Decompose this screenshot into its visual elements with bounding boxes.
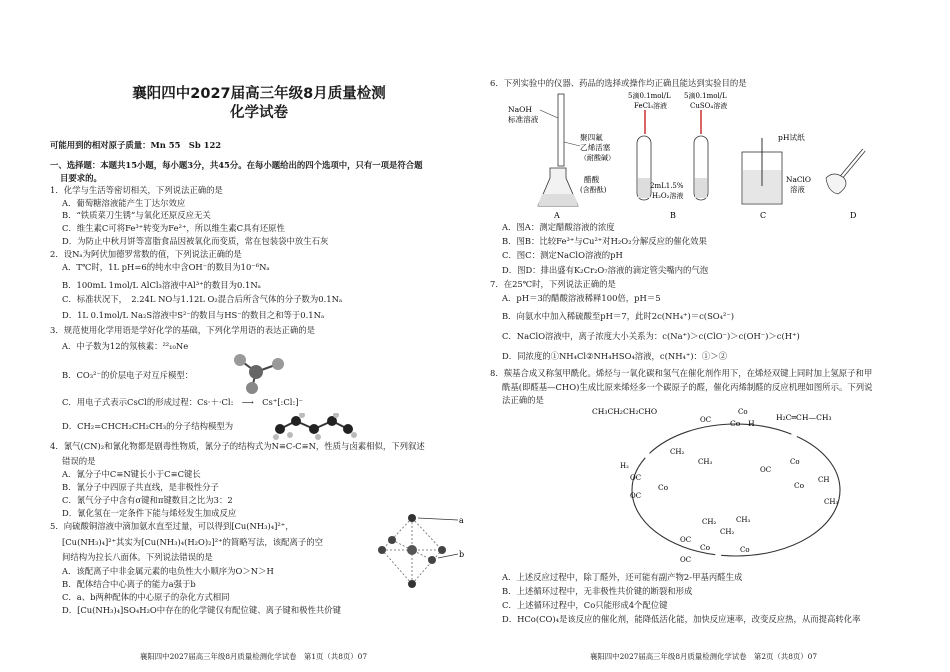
q1-stem: 1．化学与生活等密切相关，下列说法正确的是 <box>50 185 223 195</box>
q2-option-a: A．T℃时，1L pH=6的纯水中含OH⁻的数目为10⁻⁶Nₐ <box>62 262 270 272</box>
svg-text:2mL1.5%: 2mL1.5% <box>650 182 684 190</box>
svg-text:CH₃: CH₃ <box>824 498 839 506</box>
h2-label: H₂ <box>620 462 629 470</box>
svg-text:A: A <box>554 211 560 220</box>
q4-option-d: D．氰化氢在一定条件下能与烯烃发生加成反应 <box>62 508 237 518</box>
q7-option-c: C．NaClO溶液中，离子浓度大小关系为：c(Na⁺)＞c(ClO⁻)＞c(OH⁻)＞c(H⁺) <box>502 331 800 341</box>
svg-text:OC: OC <box>760 466 772 474</box>
svg-text:Co—H: Co—H <box>730 419 755 428</box>
svg-text:Co: Co <box>790 458 800 466</box>
q2-option-d: D．1L 0.1mol/L Na₂S溶液中S²⁻的数目与HS⁻的数目之和等于0.1Nₐ <box>62 310 325 320</box>
svg-text:C: C <box>760 211 767 220</box>
svg-text:CH₃: CH₃ <box>736 516 751 524</box>
q4-option-c: C．氰气分子中含有σ键和π键数目之比为3：2 <box>62 495 233 505</box>
q3-option-a: A．中子数为12的氖核素：²²₁₀Ne <box>62 341 189 351</box>
svg-text:Co: Co <box>658 483 669 492</box>
vsepr-model-image <box>218 352 288 394</box>
svg-text:Co: Co <box>738 408 748 416</box>
q4-stem: 4．氰气(CN)₂和氰化物都是剧毒性物质，氰分子的结构式为N≡C-C≡N，性质与卤素相似，下列叙述 <box>50 441 425 451</box>
q8-stem-cont: 酰基(即醛基—CHO)生成比原来烯烃多一个碳原子的醛，催化丙烯制醛的反应机理如图所示。下列说 <box>502 382 873 392</box>
figure-b <box>628 91 727 220</box>
figure-a <box>508 94 615 220</box>
catalytic-cycle-diagram <box>590 402 880 570</box>
svg-text:OC: OC <box>630 474 642 482</box>
q5-stem-cont2: 间结构为拉长八面体。下列说法错误的是 <box>62 552 213 562</box>
svg-text:Co: Co <box>794 481 805 490</box>
q3-stem: 3．规范使用化学用语是学好化学的基础，下列化学用语的表达正确的是 <box>50 325 315 335</box>
q6-option-d: D．图D：排出盛有K₂Cr₂O₇溶液的滴定管尖嘴内的气泡 <box>502 265 709 275</box>
svg-text:5滴0.1mol/L: 5滴0.1mol/L <box>684 92 727 100</box>
figure-c <box>742 132 811 220</box>
q6-option-c: C．图C：测定NaClO溶液的pH <box>502 250 623 260</box>
q1-option-c: C．维生素C可将Fe³⁺转变为Fe²⁺，所以维生素C具有还原性 <box>62 223 285 233</box>
q8-option-d: D．HCo(CO)₄是该反应的催化剂，能降低活化能，加快反应速率，改变反应热，从而提高转化率 <box>502 614 861 624</box>
product-aldehyde: CH₃CH₂CH₂CHO <box>592 407 658 416</box>
label-b: b <box>459 550 465 559</box>
q7-option-d: D．同浓度的①NH₄Cl②NH₄HSO₄溶液，c(NH₄⁺)：①＞② <box>502 351 728 361</box>
svg-text:OC: OC <box>630 492 642 500</box>
svg-text:（耐酸碱）: （耐酸碱） <box>580 154 615 162</box>
q7-option-a: A．pH＝3的醋酸溶液稀释100倍，pH＝5 <box>502 293 661 303</box>
svg-text:D: D <box>850 211 857 220</box>
label-a: a <box>459 516 464 525</box>
svg-text:标准溶液: 标准溶液 <box>508 115 539 124</box>
q8-option-c: C．上述循环过程中，Co只能形成4个配位键 <box>502 600 668 610</box>
svg-text:CH: CH <box>818 476 830 484</box>
q4-option-b: B．氰分子中四原子共直线，是非极性分子 <box>62 482 219 492</box>
svg-text:CH₂: CH₂ <box>670 448 685 456</box>
q2-option-b: B．100mL 1mol/L AlCl₃溶液中Al³⁺的数目为0.1Nₐ <box>62 280 261 290</box>
q6-figures <box>500 90 880 220</box>
svg-text:OC: OC <box>700 416 712 424</box>
q3-option-c: C．用电子式表示CsCl的形成过程：Cs·＋·Cl: ⟶ Cs⁺[:Cl:]⁻ <box>62 397 303 407</box>
footer-right: 襄阳四中2027届高三年级8月质量检测化学试卷 第2页（共8页）07 <box>590 652 818 661</box>
figure-d <box>826 150 864 220</box>
svg-text:CuSO₄溶液: CuSO₄溶液 <box>690 102 728 110</box>
exam-subtitle: 化学试卷 <box>230 105 288 121</box>
svg-text:NaClO: NaClO <box>786 175 811 184</box>
svg-text:5滴0.1mol/L: 5滴0.1mol/L <box>628 92 671 100</box>
q8-option-a: A．上述反应过程中，除丁醛外，还可能有副产物2-甲基丙醛生成 <box>502 572 743 582</box>
q5-stem: 5．向硫酸铜溶液中滴加氨水直至过量，可以得到[Cu(NH₃)₄]²⁺， <box>50 521 294 531</box>
q8-stem-cont2: 法正确的是 <box>502 395 544 405</box>
q1-option-d: D．为防止中秋月饼等富脂食品因被氧化而变质，常在包装袋中放生石灰 <box>62 236 329 246</box>
q4-option-a: A．氰分子中C≡N键长小于C≡C键长 <box>62 469 201 479</box>
reactant-propene: H₂C═CH—CH₃ <box>776 413 832 422</box>
q1-option-a: A．葡萄糖溶液能产生丁达尔效应 <box>62 198 186 208</box>
svg-text:OC: OC <box>680 536 692 544</box>
q2-stem: 2．设Nₐ为阿伏加德罗常数的值，下列说法正确的是 <box>50 249 242 259</box>
svg-text:溶液: 溶液 <box>790 185 805 194</box>
q3-option-b: B．CO₃²⁻的价层电子对互斥模型： <box>62 370 194 380</box>
svg-text:Co: Co <box>700 543 711 552</box>
q5-option-b: B．配体结合中心离子的能力a强于b <box>62 579 196 589</box>
svg-text:H₂O₂溶液: H₂O₂溶液 <box>652 192 684 200</box>
svg-text:CH₃: CH₃ <box>698 458 713 466</box>
section-heading: 一、选择题：本题共15小题，每小题3分，共45分。在每小题给出的四个选项中，只有一项是符合题 <box>50 160 423 170</box>
q2-option-c: C．标准状况下， 2.24L NO与1.12L O₂混合后所含气体的分子数为0.1Nₐ <box>62 294 343 304</box>
atomic-masses: 可能用到的相对原子质量：Mn 55 Sb 122 <box>50 140 222 150</box>
section-heading-cont: 目要求的。 <box>60 173 102 183</box>
q1-option-b: B．“铁质菜刀生锈”与氧化还原反应无关 <box>62 210 211 220</box>
q4-stem-cont: 错误的是 <box>62 456 96 466</box>
svg-text:聚四氟: 聚四氟 <box>580 133 603 142</box>
exam-title: 襄阳四中2027届高三年级8月质量检测 <box>132 86 386 102</box>
q5-option-d: D．[Cu(NH₃)₄]SO₄H₂O中存在的化学键仅有配位键、离子键和极性共价键 <box>62 605 342 615</box>
octahedral-complex-figure <box>362 510 466 592</box>
svg-text:CH₂: CH₂ <box>702 518 717 526</box>
q6-option-b: B．图B：比较Fe³⁺与Cu²⁺对H₂O₂分解反应的催化效果 <box>502 236 707 246</box>
q5-option-a: A．该配离子中非金属元素的电负性大小顺序为O＞N＞H <box>62 566 274 576</box>
q8-option-b: B．上述循环过程中，无非极性共价键的断裂和形成 <box>502 586 693 596</box>
svg-text:CH₂: CH₂ <box>720 528 735 536</box>
q6-option-a: A．图A：测定醋酸溶液的浓度 <box>502 222 615 232</box>
footer-left: 襄阳四中2027届高三年级8月质量检测化学试卷 第1页（共8页）07 <box>140 652 368 661</box>
svg-text:B: B <box>670 211 676 220</box>
q7-option-b: B．向氨水中加入稀硫酸至pH＝7，此时2c(NH₄⁺)＝c(SO₄²⁻) <box>502 311 735 321</box>
svg-text:(含酚酞): (含酚酞) <box>580 186 607 194</box>
q6-stem: 6．下列实验中的仪器、药品的选择或操作均正确且能达到实验目的是 <box>490 78 747 88</box>
molecule-model-image <box>272 413 358 441</box>
q3-option-d: D．CH₂=CHCH₂CH₂CH₃的分子结构模型为 <box>62 421 234 431</box>
svg-text:Co: Co <box>740 546 750 554</box>
q7-stem: 7．在25℃时，下列说法正确的是 <box>490 279 616 289</box>
q5-stem-cont: [Cu(NH₃)₄]²⁺其实为[Cu(NH₃)₄(H₂O)₂]²⁺的简略写法，该配离子的空 <box>62 537 324 547</box>
q8-stem: 8．羰基合成又称氢甲酰化。烯烃与一氧化碳和氢气在催化剂作用下，在烯烃双键上同时加上氢原子和甲 <box>490 368 873 378</box>
svg-text:OC: OC <box>680 556 692 564</box>
svg-text:NaOH: NaOH <box>508 105 533 114</box>
svg-text:醋酸: 醋酸 <box>584 175 600 184</box>
svg-text:FeCl₃溶液: FeCl₃溶液 <box>634 102 668 110</box>
q5-option-c: C．a、b两种配体的中心原子的杂化方式相同 <box>62 592 230 602</box>
svg-text:乙烯活塞: 乙烯活塞 <box>580 143 611 152</box>
svg-text:pH试纸: pH试纸 <box>778 133 805 142</box>
